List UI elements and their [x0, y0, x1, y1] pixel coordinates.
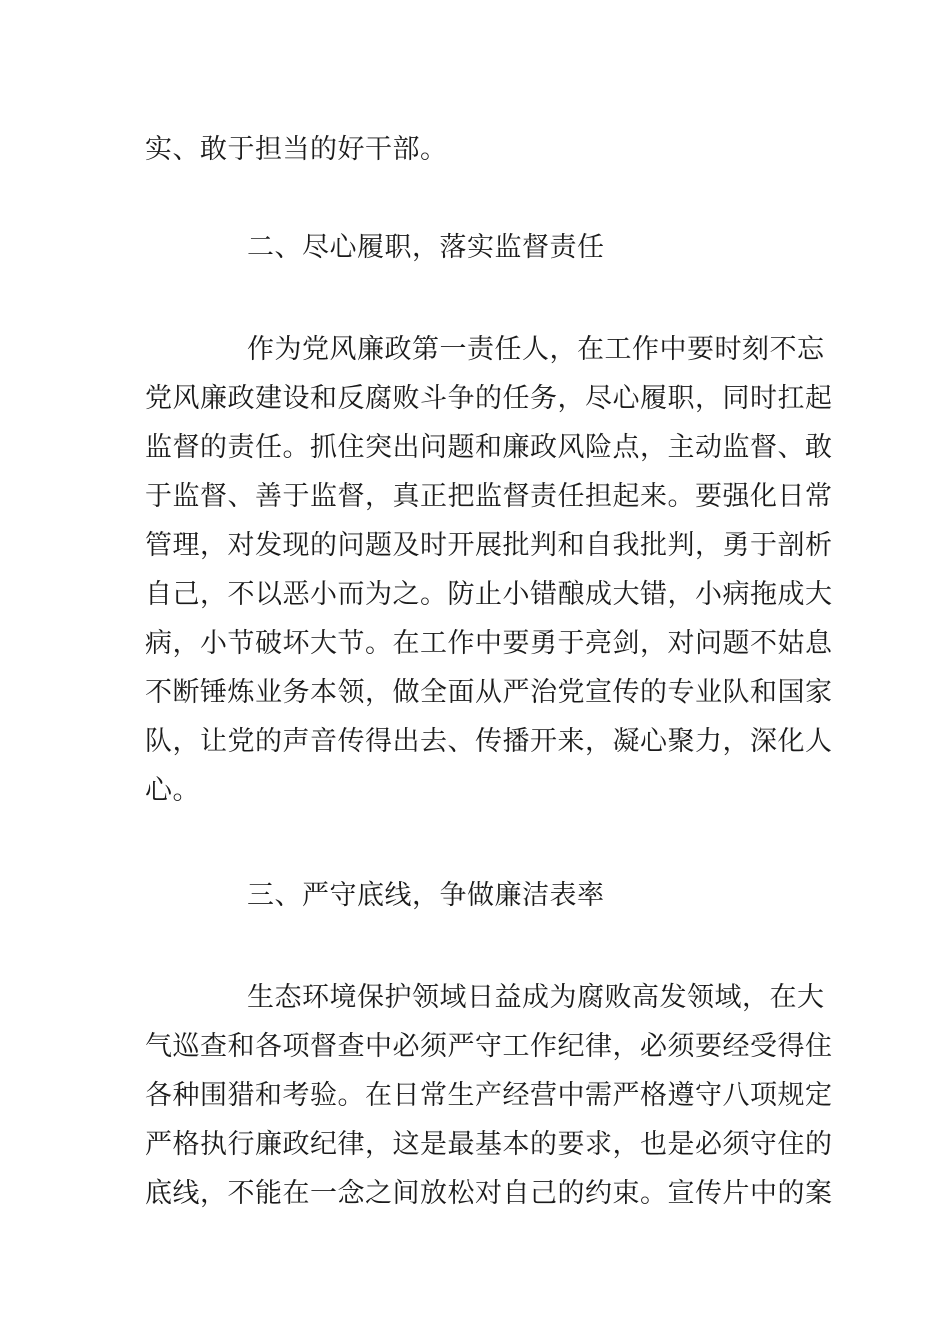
paragraph-line: 生态环境保护领域日益成为腐败高发领域，在大 [247, 982, 825, 1013]
paragraph-line: 自己，不以恶小而为之。防止小错酿成大错，小病拖成大 [145, 579, 833, 610]
paragraph-line: 作为党风廉政第一责任人，在工作中要时刻不忘 [247, 334, 825, 365]
paragraph-line: 监督的责任。抓住突出问题和廉政风险点，主动监督、敢 [145, 432, 833, 463]
paragraph-line: 病，小节破坏大节。在工作中要勇于亮剑，对问题不姑息 [145, 628, 833, 659]
paragraph-line: 于监督、善于监督，真正把监督责任担起来。要强化日常 [145, 481, 833, 512]
paragraph-line: 党风廉政建设和反腐败斗争的任务，尽心履职，同时扛起 [145, 383, 833, 414]
section-heading: 二、尽心履职，落实监督责任 [247, 232, 605, 263]
paragraph-line: 气巡查和各项督查中必须严守工作纪律，必须要经受得住 [145, 1031, 833, 1062]
paragraph-line: 各种围猎和考验。在日常生产经营中需严格遵守八项规定 [145, 1080, 833, 1111]
paragraph-line: 队，让党的声音传得出去、传播开来，凝心聚力，深化人 [145, 726, 833, 757]
section-heading: 三、严守底线，争做廉洁表率 [247, 880, 605, 911]
paragraph-line: 底线，不能在一念之间放松对自己的约束。宣传片中的案 [145, 1178, 833, 1209]
paragraph-line: 严格执行廉政纪律，这是最基本的要求，也是必须守住的 [145, 1129, 833, 1160]
paragraph-line: 心。 [145, 775, 200, 806]
paragraph-line: 不断锤炼业务本领，做全面从严治党宣传的专业队和国家 [145, 677, 833, 708]
paragraph-line: 实、敢于担当的好干部。 [145, 134, 448, 165]
paragraph-line: 管理，对发现的问题及时开展批判和自我批判，勇于剖析 [145, 530, 833, 561]
